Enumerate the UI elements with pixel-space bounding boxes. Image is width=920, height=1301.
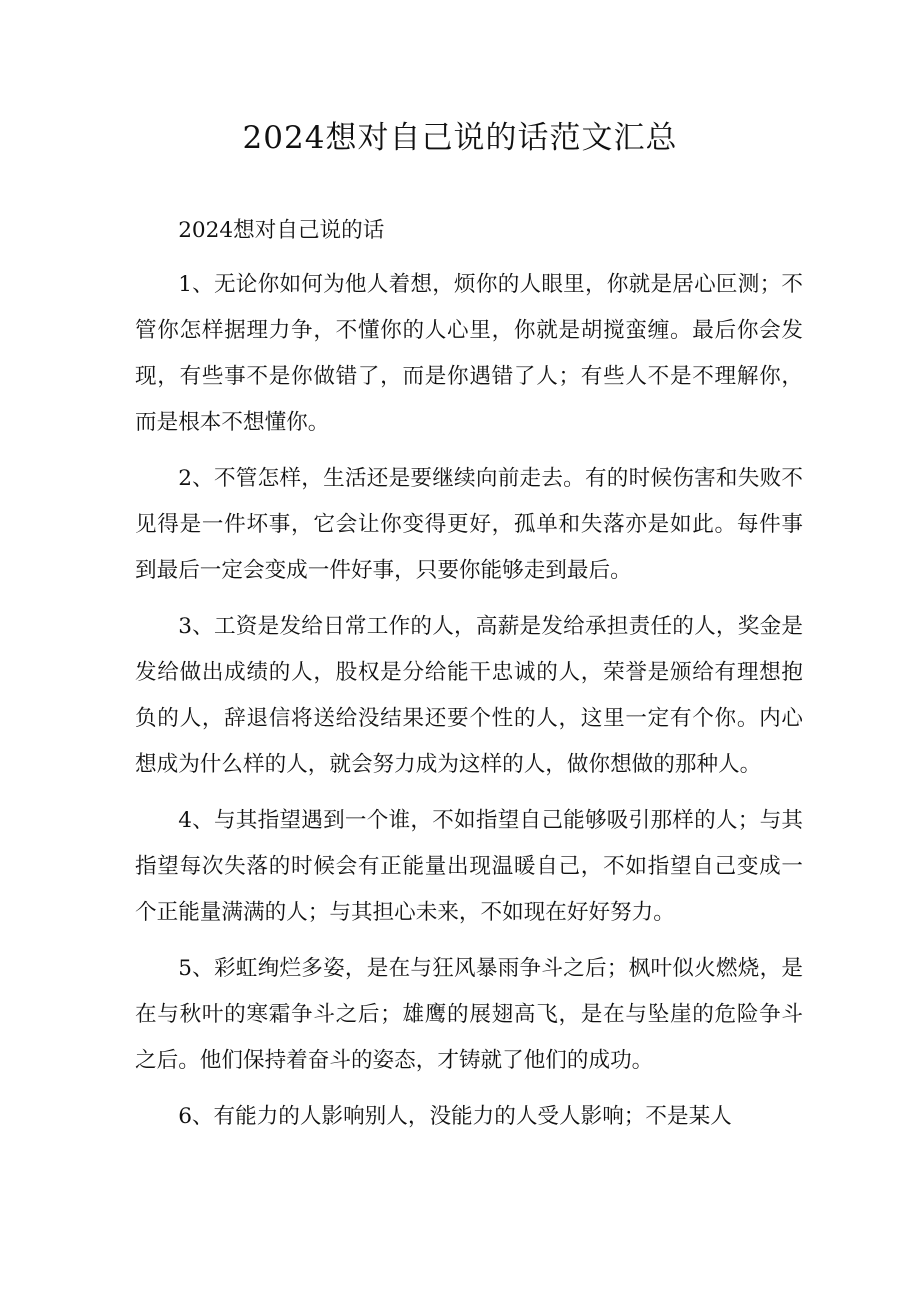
paragraph-4: 4、与其指望遇到一个谁，不如指望自己能够吸引那样的人；与其指望每次失落的时候会有正能量出现温暖自己，不如指望自己变成一个正能量满满的人；与其担心未来，不如现在好好努力。 xyxy=(135,808,803,925)
section-heading: 2024想对自己说的话 xyxy=(178,218,385,243)
paragraph-1: 1、无论你如何为他人着想，烦你的人眼里，你就是居心叵测；不管你怎样据理力争，不懂你的人心里，你就是胡搅蛮缠。最后你会发现，有些事不是你做错了，而是你遇错了人；有些人不是不理解你，而是根本不想懂你。 xyxy=(135,272,803,435)
document-body xyxy=(135,208,803,1150)
paragraph-5: 5、彩虹绚烂多姿，是在与狂风暴雨争斗之后；枫叶似火燃烧，是在与秋叶的寒霜争斗之后；雄鹰的展翅高飞，是在与坠崖的危险争斗之后。他们保持着奋斗的姿态，才铸就了他们的成功。 xyxy=(135,956,803,1073)
paragraph-2: 2、不管怎样，生活还是要继续向前走去。有的时候伤害和失败不见得是一件坏事，它会让你变得更好，孤单和失落亦是如此。每件事到最后一定会变成一件好事，只要你能够走到最后。 xyxy=(135,466,803,583)
paragraph-6: 6、有能力的人影响别人，没能力的人受人影响；不是某人 xyxy=(178,1104,732,1129)
paragraph-3: 3、工资是发给日常工作的人，高薪是发给承担责任的人，奖金是发给做出成绩的人，股权是分给能干忠诚的人，荣誉是颁给有理想抱负的人，辞退信将送给没结果还要个性的人，这里一定有个你。内心想成为什么样的人，就会努力成为这样的人，做你想做的那种人。 xyxy=(135,614,803,777)
document-title: 2024想对自己说的话范文汇总 xyxy=(242,120,678,156)
